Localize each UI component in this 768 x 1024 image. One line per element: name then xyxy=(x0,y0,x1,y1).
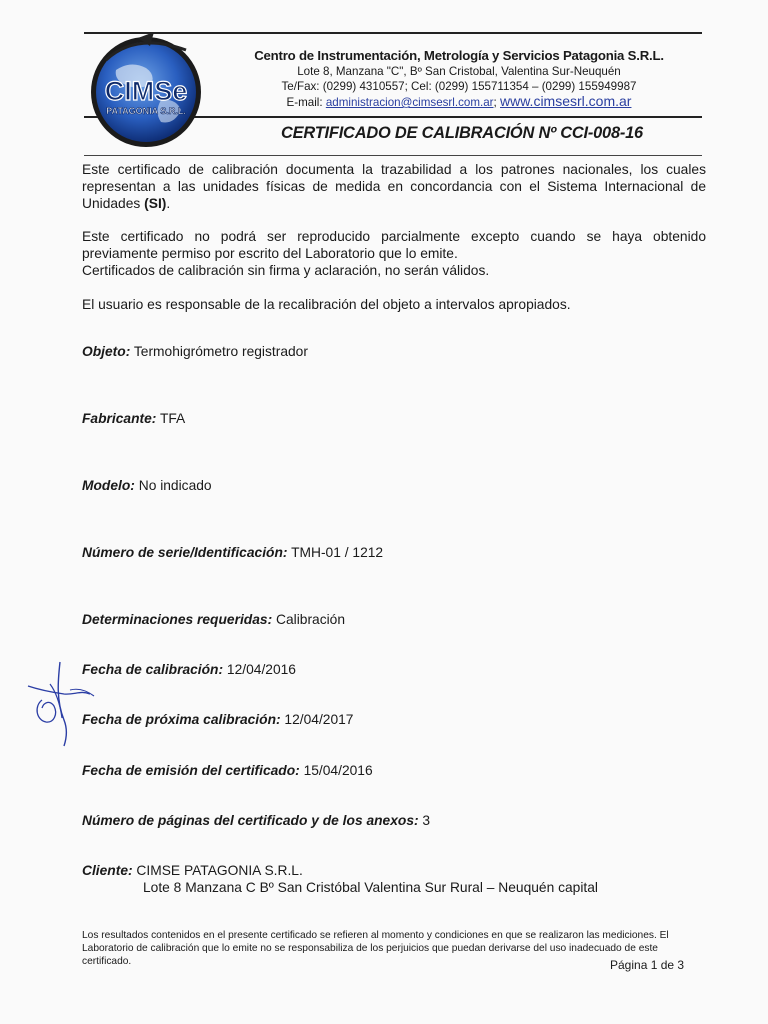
field-fabricante xyxy=(82,410,185,427)
traceability-end: . xyxy=(166,196,171,211)
fecha-emision-value: 15/04/2016 xyxy=(299,763,373,778)
fecha-proxima-label: Fecha de próxima calibración: xyxy=(82,712,281,727)
email-link[interactable]: administracion@cimsesrl.com.ar xyxy=(325,96,494,109)
handwritten-signature xyxy=(20,660,110,750)
fecha-calibracion-label: Fecha de calibración: xyxy=(82,662,224,677)
page-number: Página 1 de 3 xyxy=(610,958,685,972)
modelo-value: No indicado xyxy=(134,478,212,493)
cimse-logo xyxy=(76,30,206,150)
traceability-text: Este certificado de calibración documenta la trazabilidad a los patrones nacionales, los cuales representan a las unidades físicas de medida en concordancia con el Sistema Internacional de Unidades xyxy=(82,162,706,211)
email-separator: ; xyxy=(493,96,497,109)
si-abbreviation: (SI) xyxy=(144,196,167,211)
field-fecha-emision xyxy=(82,762,373,779)
paragraph-recalibration: El usuario es responsable de la recalibración del objeto a intervalos apropiados. xyxy=(82,297,571,312)
field-objeto xyxy=(82,343,308,360)
company-phones: Te/Fax: (0299) 4310557; Cel: (0299) 155711354 – (0299) 155949987 xyxy=(281,80,637,93)
field-fecha-calibracion xyxy=(82,661,296,678)
serie-value: TMH-01 / 1212 xyxy=(287,545,384,560)
paragraph-traceability xyxy=(82,161,706,212)
field-determinaciones xyxy=(82,611,345,628)
website-link[interactable]: www.cimsesrl.com.ar xyxy=(500,93,632,109)
paginas-value: 3 xyxy=(418,813,431,828)
paginas-label: Número de páginas del certificado y de los anexos: xyxy=(82,813,419,828)
paragraph-signature-validity: Certificados de calibración sin firma y aclaración, no serán válidos. xyxy=(82,263,490,278)
paragraph-reproduction: Este certificado no podrá ser reproducido parcialmente excepto cuando se haya obtenido previamente permiso por escrito del Laboratorio que lo emite. xyxy=(82,229,706,261)
modelo-label: Modelo: xyxy=(82,478,135,493)
company-contact xyxy=(229,64,689,110)
determinaciones-label: Determinaciones requeridas: xyxy=(82,612,273,627)
company-email-line xyxy=(229,94,689,110)
serie-label: Número de serie/Identificación: xyxy=(82,545,288,560)
company-name: Centro de Instrumentación, Metrología y Servicios Patagonia S.R.L. xyxy=(254,48,664,63)
field-fecha-proxima xyxy=(82,711,353,728)
header-bottom-rule xyxy=(84,155,702,156)
fabricante-value: TFA xyxy=(156,411,186,426)
fecha-calibracion-value: 12/04/2016 xyxy=(223,662,296,677)
field-numero-serie xyxy=(82,544,383,561)
email-label: E-mail: xyxy=(286,96,323,109)
certificate-title: CERTIFICADO DE CALIBRACIÓN Nº CCI-008-16 xyxy=(281,124,643,142)
footer-disclaimer: Los resultados contenidos en el presente certificado se refieren al momento y condiciones en que se realizaron las mediciones. El Laboratorio de calibración que lo emite no se responsabiliza de los perjuicios que puedan derivarse del uso inadecuado de este certificado. xyxy=(82,930,669,967)
fecha-emision-label: Fecha de emisión del certificado: xyxy=(82,763,300,778)
logo-text: CIMSe xyxy=(104,76,188,106)
cliente-value: CIMSE PATAGONIA S.R.L. xyxy=(132,863,303,878)
field-numero-paginas xyxy=(82,812,430,829)
objeto-value: Termohigrómetro registrador xyxy=(130,344,308,359)
fecha-proxima-value: 12/04/2017 xyxy=(280,712,354,727)
logo-subtext: PATAGONIA S.R.L. xyxy=(106,106,186,116)
cliente-label: Cliente: xyxy=(82,863,133,878)
cliente-address: Lote 8 Manzana C Bº San Cristóbal Valentina Sur Rural – Neuquén capital xyxy=(143,880,598,895)
company-address: Lote 8, Manzana "C", Bº San Cristobal, Valentina Sur-Neuquén xyxy=(297,65,621,78)
fabricante-label: Fabricante: xyxy=(82,411,157,426)
field-modelo xyxy=(82,477,212,494)
field-cliente xyxy=(82,862,303,879)
objeto-label: Objeto: xyxy=(82,344,131,359)
determinaciones-value: Calibración xyxy=(272,612,346,627)
